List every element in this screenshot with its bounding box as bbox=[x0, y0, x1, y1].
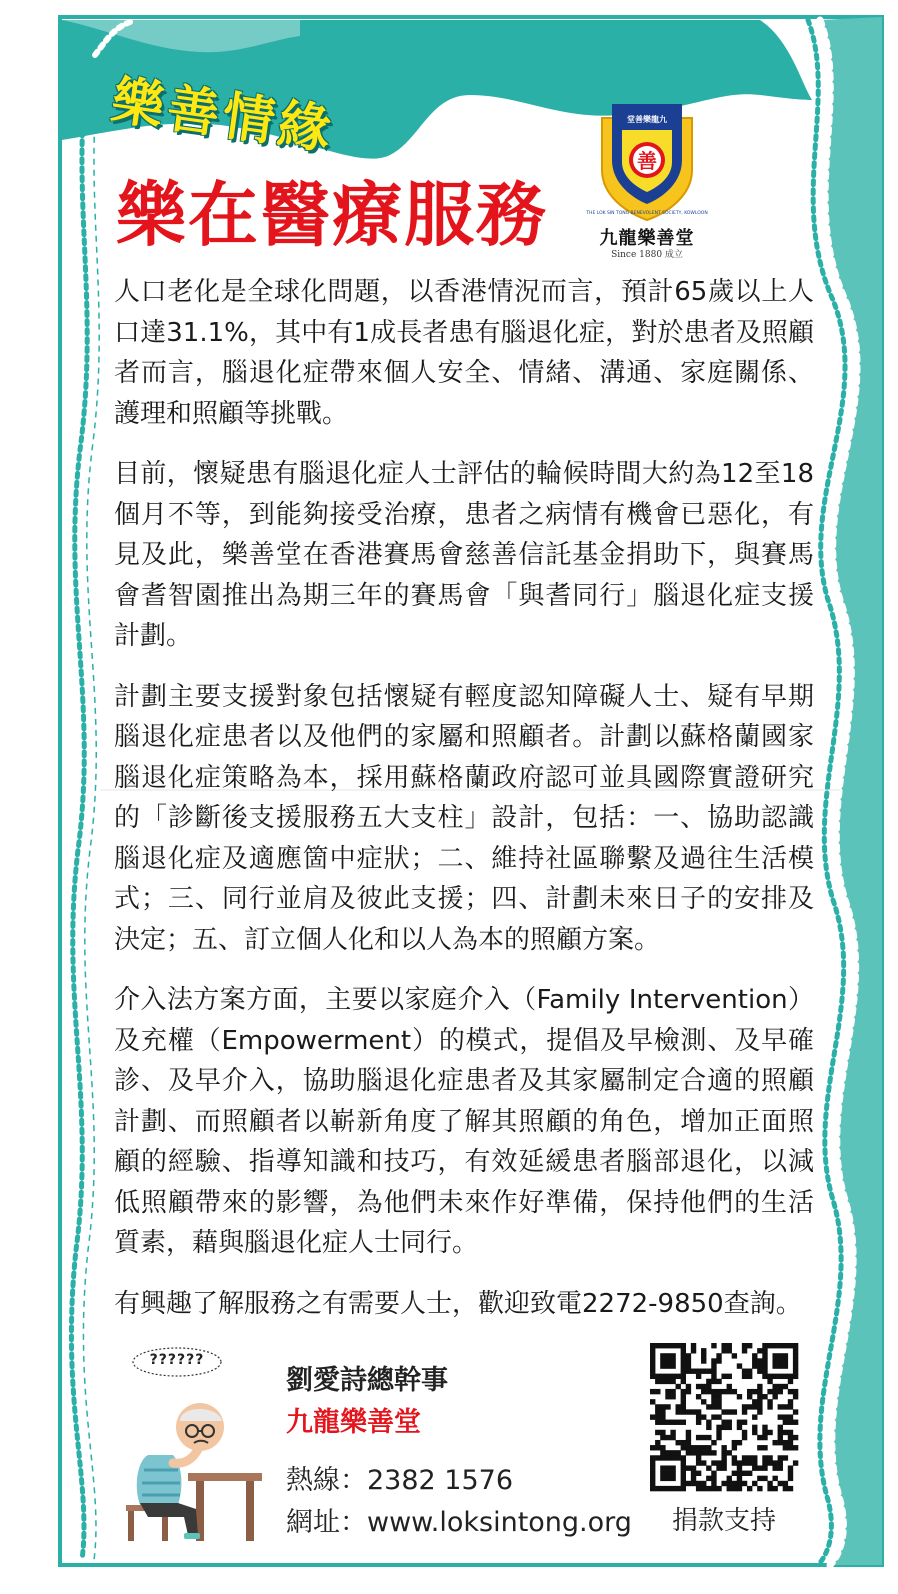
logo-name: 九龍樂善堂 bbox=[599, 228, 695, 249]
headline: 樂在醫療服務 bbox=[116, 174, 548, 256]
logo-ring-text: THE LOK SIN TONG BENEVOLENT SOCIETY, KOWLOON bbox=[586, 211, 708, 216]
author-name: 劉愛詩總幹事 bbox=[286, 1365, 448, 1396]
author-org: 九龍樂善堂 bbox=[286, 1407, 421, 1438]
logo-since: Since 1880 成立 bbox=[611, 250, 683, 260]
logo-emblem-char: 善 bbox=[637, 149, 657, 173]
paragraph: 有興趣了解服務之有需要人士，歡迎致電2272-9850查詢。 bbox=[114, 1288, 802, 1319]
qr-label: 捐款支持 bbox=[671, 1506, 776, 1536]
logo-arc-text: 堂善樂龍九 bbox=[627, 115, 667, 124]
website: 網址：www.loksintong.org bbox=[286, 1507, 632, 1538]
thought-bubble-text: ?????? bbox=[149, 1352, 205, 1368]
hotline: 熱線：2382 1576 bbox=[286, 1465, 514, 1496]
paragraph: 人口老化是全球化問題，以香港情況而言，預計65歲以上人口達31.1%，其中有1成長者患有腦退化症，對於患者及照顧者而言，腦退化症帶來個人安全、情緒、溝通、家庭關係、護理和照顧等挑戰。 bbox=[114, 277, 814, 429]
paragraph: 介入法方案方面，主要以家庭介入（Family Intervention）及充權（Empowerment）的模式，提倡及早檢測、及早確診、及早介入，協助腦退化症患者及其家屬制定合適的照顧計劃、而照顧者以嶄新角度了解其照顧的角色，增加正面照顧的經驗、指導知識和技巧，有效延緩患者腦部退化，以減低照顧帶來的影響，為他們未來作好準備，保持他們的生活質素，藉與腦退化症人士同行。 bbox=[114, 985, 814, 1258]
thinking-elder-icon bbox=[118, 1385, 268, 1545]
lok-sin-tong-logo-icon bbox=[586, 100, 708, 222]
series-title: 樂善情緣 bbox=[107, 70, 339, 162]
paragraph: 計劃主要支援對象包括懷疑有輕度認知障礙人士、疑有早期腦退化症患者以及他們的家屬和照顧者。計劃以蘇格蘭國家腦退化症策略為本，採用蘇格蘭政府認可並具國際實證研究的「診斷後支援服務五大支柱」設計，包括：一、協助認識腦退化症及適應箇中症狀；二、維持社區聯繫及過往生活模式；三、同行並肩及彼此支援；四、計劃未來日子的安排及決定；五、訂立個人化和以人為本的照顧方案。 bbox=[114, 681, 814, 955]
paragraph: 目前，懷疑患有腦退化症人士評估的輪候時間大約為12至18個月不等，到能夠接受治療，患者之病情有機會已惡化，有見及此，樂善堂在香港賽馬會慈善信託基金捐助下，與賽馬會耆智園推出為期三年的賽馬會「與耆同行」腦退化症支援計劃。 bbox=[114, 459, 814, 651]
article-body bbox=[114, 272, 814, 1344]
qr-code-icon[interactable] bbox=[650, 1343, 798, 1491]
